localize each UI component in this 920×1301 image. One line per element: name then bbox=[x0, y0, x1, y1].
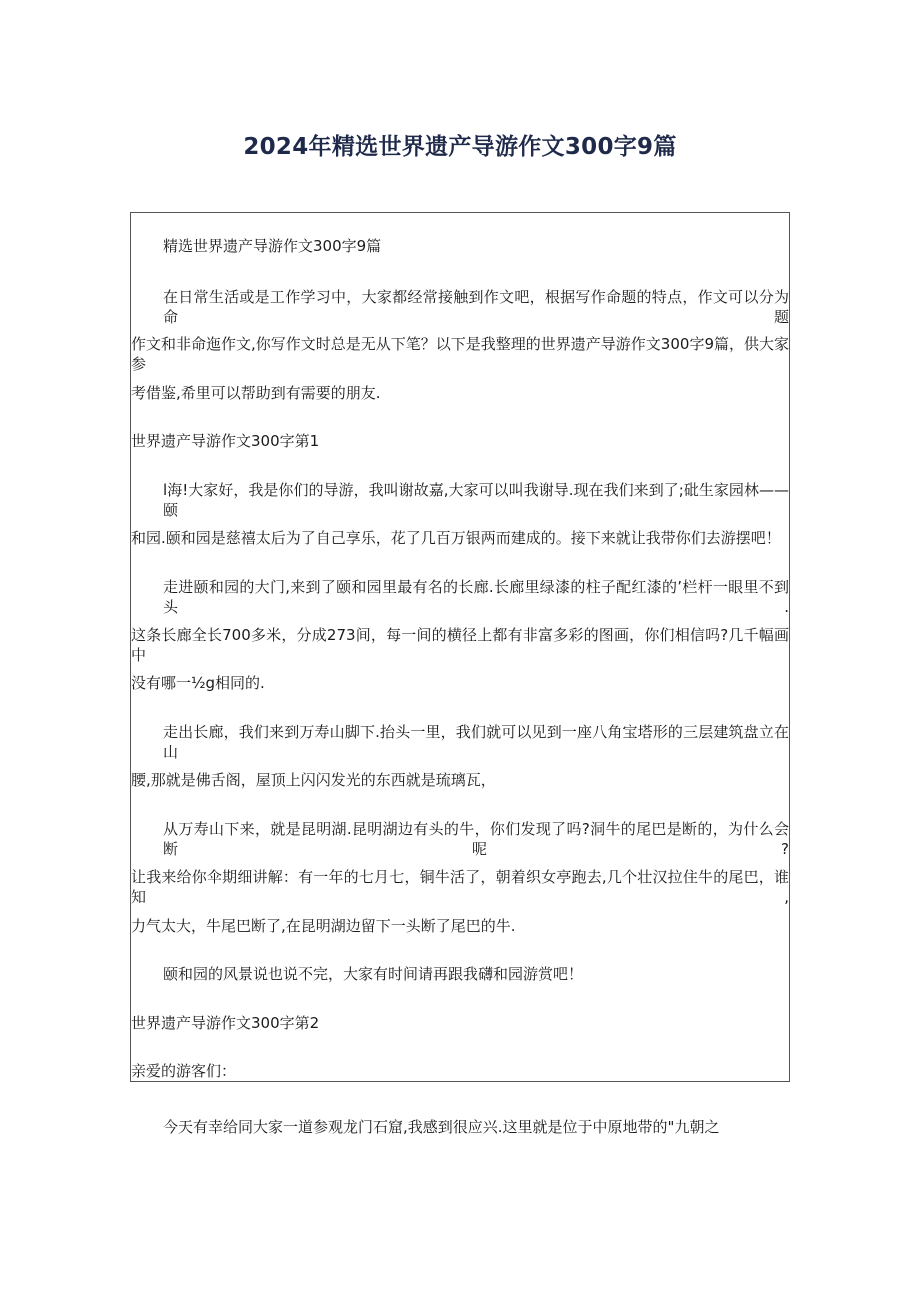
paragraph-line: 在日常生活或是工作学习中，大家都经常接触到作文吧，根据写作命题的特点，作文可以分为命题 bbox=[163, 288, 789, 326]
section-heading: 世界遗产导游作文300字第2 bbox=[131, 1014, 320, 1032]
paragraph-line: 这条长廊全长700多米，分成273间，每一间的横径上都有非富多彩的图画，你们相信吗?几千幅画中 bbox=[131, 626, 789, 664]
paragraph-line: 走进颐和园的大门,来到了颐和园里最有名的长廊.长廊里绿漆的柱子配红漆的’栏杆一眼里不到头. bbox=[163, 578, 789, 616]
section-heading: 世界遗产导游作文300字第1 bbox=[131, 432, 320, 450]
paragraph-line: 走出长廊，我们来到万寿山脚下.抬头一里，我们就可以见到一座八角宝塔形的三层建筑盘立在山 bbox=[163, 723, 789, 761]
paragraph-line: 力气太大，牛尾巴断了,在昆明湖边留下一头断了尾巴的牛. bbox=[131, 917, 516, 935]
paragraph-line: 作文和非命迤作文,你写作文时总是无从下笔？以下是我整理的世界遗产导游作文300字9篇，供大家参 bbox=[131, 335, 789, 373]
trailing-paragraph-line: 今天有幸给同大家一道参观龙门石窟,我感到很应兴.这里就是位于中原地带的"九朝之 bbox=[163, 1118, 720, 1136]
box-heading: 精选世界遗产导游作文300字9篇 bbox=[163, 237, 382, 255]
paragraph-line: 腰,那就是佛舌阁，屋顶上闪闪发光的东西就是琉璃瓦， bbox=[131, 771, 496, 789]
paragraph-line: 颐和园的风景说也说不完，大家有时间请再跟我礴和园游赏吧！ bbox=[163, 965, 584, 983]
content-box bbox=[130, 212, 790, 1082]
paragraph-line: 和园.颐和园是慈禧太后为了自己享乐，花了几百万银两而建成的。接下来就让我带你们去游摆吧！ bbox=[131, 529, 781, 547]
paragraph-line: 考借鉴,希里可以帮助到有需要的朋友. bbox=[131, 384, 381, 402]
paragraph-line: 亲爱的游客们： bbox=[131, 1062, 237, 1080]
paragraph-line: 没有哪一½g相同的. bbox=[131, 674, 265, 692]
paragraph-line: 从万寿山下来，就是昆明湖.昆明湖边有头的牛，你们发现了吗?洞牛的尾巴是断的，为什么会断呢? bbox=[163, 820, 789, 858]
page-title: 2024年精选世界遗产导游作文300字9篇 bbox=[243, 134, 677, 161]
paragraph-line: 让我来给你伞期细讲解：有一年的七月七，铜牛活了，朝着织女亭跑去,几个壮汉拉住牛的尾巴，谁知, bbox=[131, 868, 789, 906]
paragraph-line: l海!大家好，我是你们的导游，我叫谢故嘉,大家可以叫我谢导.现在我们来到了;砒生家园林——颐 bbox=[163, 481, 789, 519]
